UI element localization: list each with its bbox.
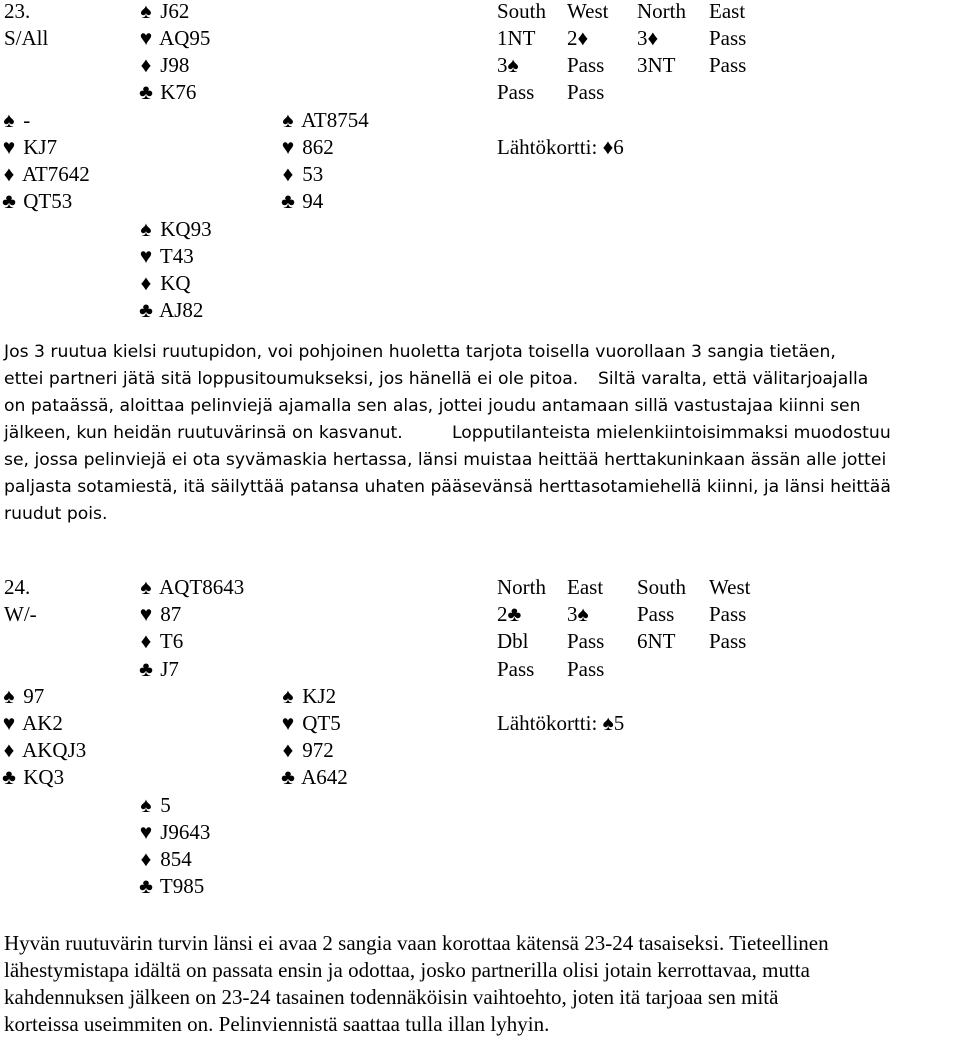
auction-header: West	[567, 0, 609, 23]
bid: Pass	[709, 53, 747, 77]
diamonds-holding: ♦ 854	[137, 846, 192, 874]
bid: 3NT	[637, 53, 676, 77]
auction-header: North	[497, 575, 546, 599]
clubs-holding: ♣ J7	[137, 656, 179, 684]
commentary-line: paljasta sotamiestä, itä säilyttää patansa uhaten pääsevänsä herttasotamiehellä kiinni, ja länsi heittää	[4, 477, 891, 497]
hearts-holding: ♥ 862	[279, 134, 334, 162]
commentary-line: Siltä varalta, että välitarjoajalla	[598, 369, 869, 389]
spade-icon: ♠	[3, 684, 15, 708]
hearts-holding: ♥ T43	[137, 243, 194, 271]
dealer-vulnerability: W/-	[4, 602, 37, 626]
spades-holding: ♠ 5	[137, 792, 171, 820]
diamond-icon: ♦	[140, 629, 152, 653]
clubs-holding: ♣ 94	[279, 188, 323, 216]
commentary-line: lähestymistapa idältä on passata ensin ja odottaa, josko partnerilla olisi jotain kerrottavaa, mutta	[4, 958, 810, 982]
hearts-holding: ♥ 87	[137, 601, 181, 629]
hearts-holding: ♥ J9643	[137, 819, 210, 847]
heart-icon: ♥	[281, 711, 295, 735]
commentary-line: se, jossa pelinviejä ei ota syvämaskia hertassa, länsi muistaa heittää herttakuninkaan ässän alle jottei	[4, 450, 887, 470]
spades-holding: ♠ J62	[137, 0, 189, 26]
heart-icon: ♥	[139, 244, 153, 268]
bid: Pass	[567, 629, 605, 653]
deal-number: 24.	[4, 575, 31, 599]
bid: Pass	[567, 657, 605, 681]
spade-icon: ♠	[140, 793, 152, 817]
bid: 2♣	[497, 602, 522, 626]
opening-lead-card: ♦6	[602, 135, 624, 159]
clubs-holding: ♣ AJ82	[137, 297, 203, 325]
spade-icon: ♠	[3, 108, 15, 132]
spades-holding: ♠ -	[0, 107, 30, 135]
bid: 6NT	[637, 629, 676, 653]
commentary-line: jälkeen, kun heidän ruutuvärinsä on kasvanut.	[4, 423, 403, 443]
diamonds-holding: ♦ AT7642	[0, 161, 90, 189]
club-icon: ♣	[2, 189, 16, 213]
opening-lead-label: Lähtökortti:	[497, 711, 598, 735]
dealer-vulnerability: S/All	[4, 26, 49, 50]
deal-number: 23.	[4, 0, 31, 23]
bid: Pass	[709, 26, 747, 50]
hearts-holding: ♥ AK2	[0, 710, 63, 738]
hearts-holding: ♥ QT5	[279, 710, 341, 738]
bid: 3♠	[567, 602, 589, 626]
bid: 2♦	[567, 26, 589, 50]
bid: Pass	[709, 602, 747, 626]
heart-icon: ♥	[2, 711, 16, 735]
auction-header: East	[709, 0, 746, 23]
spades-holding: ♠ 97	[0, 683, 44, 711]
commentary-line: korteissa useimmiten on. Pelinviennistä saattaa tulla illan lyhyin.	[4, 1012, 550, 1036]
auction-header: East	[567, 575, 604, 599]
heart-icon: ♥	[139, 602, 153, 626]
spade-icon: ♠	[140, 575, 152, 599]
diamonds-holding: ♦ 972	[279, 737, 334, 765]
diamonds-holding: ♦ AKQJ3	[0, 737, 86, 765]
clubs-holding: ♣ T985	[137, 873, 204, 901]
hearts-holding: ♥ KJ7	[0, 134, 57, 162]
diamond-icon: ♦	[140, 53, 152, 77]
auction-header: South	[637, 575, 687, 599]
bid: Pass	[709, 629, 747, 653]
spades-holding: ♠ KQ93	[137, 216, 212, 244]
opening-lead-label: Lähtökortti:	[497, 135, 598, 159]
bid: Pass	[567, 80, 605, 104]
diamond-icon: ♦	[140, 847, 152, 871]
spades-holding: ♠ KJ2	[279, 683, 336, 711]
auction-header: North	[637, 0, 686, 23]
opening-lead-card: ♠5	[602, 711, 625, 735]
clubs-holding: ♣ A642	[279, 764, 348, 792]
hearts-holding: ♥ AQ95	[137, 25, 210, 53]
diamonds-holding: ♦ 53	[279, 161, 323, 189]
spade-icon: ♠	[282, 684, 294, 708]
commentary-line: Lopputilanteista mielenkiintoisimmaksi muodostuu	[452, 423, 891, 443]
spade-icon: ♠	[140, 217, 152, 241]
diamond-icon: ♦	[3, 738, 15, 762]
spades-holding: ♠ AQT8643	[137, 574, 244, 602]
commentary-line: ruudut pois.	[4, 504, 108, 524]
bid: Dbl	[497, 629, 529, 653]
opening-lead	[497, 134, 624, 162]
bid: Pass	[497, 80, 535, 104]
auction-header: West	[709, 575, 751, 599]
diamonds-holding: ♦ KQ	[137, 270, 191, 298]
clubs-holding: ♣ KQ3	[0, 764, 64, 792]
diamond-icon: ♦	[3, 162, 15, 186]
clubs-holding: ♣ QT53	[0, 188, 72, 216]
auction-header: South	[497, 0, 547, 23]
bid: Pass	[637, 602, 675, 626]
clubs-holding: ♣ K76	[137, 79, 196, 107]
bid: 3♦	[637, 26, 659, 50]
bid: Pass	[567, 53, 605, 77]
diamond-icon: ♦	[140, 271, 152, 295]
club-icon: ♣	[2, 765, 16, 789]
heart-icon: ♥	[139, 820, 153, 844]
heart-icon: ♥	[2, 135, 16, 159]
spade-icon: ♠	[140, 0, 152, 23]
club-icon: ♣	[281, 189, 295, 213]
commentary-line: Jos 3 ruutua kielsi ruutupidon, voi pohjoinen huoletta tarjota toisella vuorollaan 3 sangia tietäen,	[4, 342, 836, 362]
club-icon: ♣	[139, 298, 153, 322]
diamonds-holding: ♦ J98	[137, 52, 189, 80]
commentary-line: ettei partneri jätä sitä loppusitoumukseksi, jos hänellä ei ole pitoa.	[4, 369, 579, 389]
club-icon: ♣	[281, 765, 295, 789]
heart-icon: ♥	[281, 135, 295, 159]
bid: 1NT	[497, 26, 536, 50]
spades-holding: ♠ AT8754	[279, 107, 369, 135]
commentary-line: kahdennuksen jälkeen on 23-24 tasainen todennäköisin vaihtoehto, joten itä tarjoaa sen mitä	[4, 985, 779, 1009]
club-icon: ♣	[139, 80, 153, 104]
club-icon: ♣	[139, 874, 153, 898]
bid: Pass	[497, 657, 535, 681]
commentary-line: on pataässä, aloittaa pelinviejä ajamalla sen alas, jottei joudu antamaan sillä vastustajaa kiinni sen	[4, 396, 861, 416]
diamonds-holding: ♦ T6	[137, 628, 183, 656]
opening-lead	[497, 710, 624, 738]
diamond-icon: ♦	[282, 162, 294, 186]
diamond-icon: ♦	[282, 738, 294, 762]
club-icon: ♣	[139, 657, 153, 681]
commentary-line: Hyvän ruutuvärin turvin länsi ei avaa 2 sangia vaan korottaa kätensä 23-24 tasaiseksi. Tieteellinen	[4, 931, 829, 955]
heart-icon: ♥	[139, 26, 153, 50]
spade-icon: ♠	[282, 108, 294, 132]
bid: 3♠	[497, 53, 519, 77]
